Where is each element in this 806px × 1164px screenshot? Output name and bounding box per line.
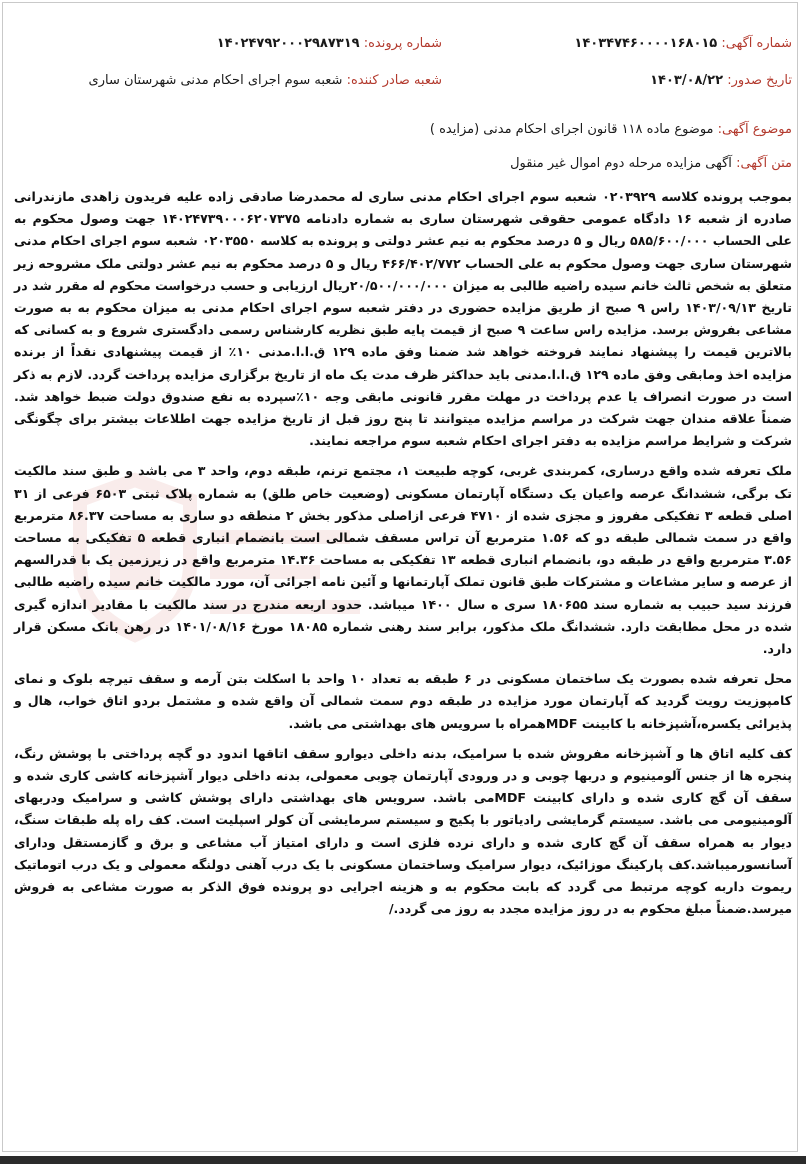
notice-number: ۱۴۰۳۴۷۴۶۰۰۰۰۱۶۸۰۱۵ <box>574 36 718 51</box>
notice-number-label: شماره آگهی: <box>721 36 792 51</box>
case-number-label: شماره پرونده: <box>363 36 442 51</box>
paragraph-building-description: محل تعرفه شده بصورت یک ساختمان مسکونی در ۶ طبقه به تعداد ۱۰ واحد با اسکلت بتن آرمه و سقف تیرچه بلوک و نمای کامپوزیت رویت گردید که آپارتمان مورد مزایده در طبقه دوم سمت شمالی آن واقع شده و مشتمل بردو اتاق خواب، هال و پذیرائی یکسره،آشپزخانه با کابینت MDFهمراه با سرویس های بهداشتی می باشد. <box>14 671 793 731</box>
case-number: ۱۴۰۲۴۷۹۲۰۰۰۲۹۸۷۳۱۹ <box>216 36 360 51</box>
subject: موضوع ماده ۱۱۸ قانون اجرای احکام مدنی (مزایده ) <box>429 122 714 137</box>
issuing-branch: شعبه سوم اجرای احکام مدنی شهرستان ساری <box>88 73 343 88</box>
issue-date: ۱۴۰۳/۰۸/۲۲ <box>650 73 724 88</box>
issuing-branch-label: شعبه صادر کننده: <box>346 73 442 88</box>
issuing-branch-row <box>89 73 442 88</box>
notice-title-row <box>510 156 792 171</box>
notice-title: آگهی مزایده مرحله دوم اموال غیر منقول <box>510 156 732 171</box>
subject-row <box>430 122 792 137</box>
paragraph-auction-terms: بموجب پرونده کلاسه ۰۲۰۳۹۲۹ شعبه سوم اجرای احکام مدنی ساری له محمدرضا صادقی زاده علیه فریدون زاهدی مازندرانی صادره از شعبه ۱۶ دادگاه عمومی حقوقی شهرستان ساری به شماره دادنامه ۱۴۰۲۴۷۳۹۰۰۰۶۲۰۷۳۷۵ جهت وصول محکوم به علی الحساب ۵۸۵/۶۰۰/۰۰۰ ریال و ۵ درصد محکوم به نیم عشر دولتی و پرونده به کلاسه ۰۲۰۳۵۵۰ شعبه سوم اجرای احکام مدنی شهرستان ساری جهت وصول محکوم به علی الحساب ۴۶۶/۴۰۲/۷۷۲ ریال و ۵ درصد محکوم به نیم عشر دولتی ملک مشروحه زیر متعلق به شخص ثالث خانم سیده راضیه طالبی به میزان ۲۰/۵۰۰/۰۰۰/۰۰۰ریال ارزیابی و حسب درخواست محکوم له مقرر شد در تاریخ ۱۴۰۳/۰۹/۱۳ راس ۹ صبح از طریق مزایده حضوری در دفتر شعبه سوم اجرای احکام مدنی به میزان محکوم به به صورت مشاعی بفروش برسد. مزایده راس ساعت ۹ صبح از قیمت پایه طبق نظریه کارشناس رسمی دادگستری شروع و به کسانی که بالاترین قیمت را پیشنهاد نمایند فروخته خواهد شد ضمنا وفق ماده ۱۲۹ ق.ا.ا.مدنی ۱۰٪ از قیمت پیشنهادی نقداً از برنده مزایده اخذ ومابقی وفق ماده ۱۲۹ ق.ا.ا.مدنی باید حداکثر ظرف مدت یک ماه از تاریخ برگزاری مزایده پرداخت گردد. لازم به ذکر است در صورت انصراف یا عدم پرداخت در مهلت مقرر قانونی مابقی وجه ۱۰٪سپرده به نفع صندوق دولت ضبط خواهد شد. ضمناً علاقه مندان جهت شرکت در مراسم مزایده میتوانند تا پنج روز قبل از تاریخ مزایده جهت اطلاعات بیشتر برای چگونگی شرکت و شرایط مراسم مزایده به دفتر اجرای احکام شعبه سوم مراجعه نمایند. <box>13 189 793 449</box>
notice-text-label: متن آگهی: <box>736 156 792 171</box>
paragraph-finishes: کف کلیه اتاق ها و آشپزخانه مفروش شده با سرامیک، بدنه داخلی دیوارو سقف اتاقها اندود دو گچه پرداختی با پوشش رنگ، پنجره ها از جنس آلومینیوم و دربها چوبی و در ورودی آپارتمان چوبی معمولی، بدنه داخلی دیوار آشپزخانه کاشی کاری شده و سقف آن گچ کاری شده و دارای کابینت MDFمی باشد. سرویس های بهداشتی دارای پوشش کاشی و سرامیک ودربهای آلومینیومی می باشد. سیستم گرمایشی رادیاتور با پکیج و سیستم سرمایشی آن کولر اسپلیت است. کف راه پله طبقات سنگ، دیوار به همراه سقف آن گچ کاری شده و دارای نرده فلزی است و دارای امتیاز آب مشاعی و برق و گازمستقل ودارای آسانسورمیباشد.کف پارکینگ موزائیک، دیوار سرامیک وساختمان مسکونی با یک درب آهنی دولنگه معمولی و یک درب اتوماتیک ریموت داربه کوچه مرتبط می گردد که بابت محکوم به و هزینه اجرایی دو پرونده فوق الذکر به صورت مشاعی به فروش میرسد.ضمناً مبلغ محکوم به در روز مزایده مجدد به روز می گردد./ <box>14 745 792 917</box>
subject-label: موضوع آگهی: <box>717 122 792 137</box>
bottom-bar <box>0 1156 806 1164</box>
paragraph-property-title: ملک تعرفه شده واقع درساری، کمربندی غربی، کوچه طبیعت ۱، مجتمع ترنم، طبقه دوم، واحد ۳ می باشد و طبق سند مالکیت تک برگی، ششدانگ عرصه واعیان یک دستگاه آپارتمان مسکونی (وضعیت خاص طلق) به شماره پلاک ثبتی ۶۵۰۳ فرعی از ۳۱ اصلی قطعه ۳ تفکیکی مفروز و مجزی شده از ۴۷۱۰ فرعی ازاصلی مذکور بخش ۲ منطقه دو ساری به مساحت ۸۶.۳۷ مترمربع واقع در سمت شمالی طبقه دو که ۱.۵۶ مترمربع آن تراس مسقف شمالی است بانضمام انباری قطعه ۵ تفکیکی به مساحت ۳.۵۶ مترمربع واقع در طبقه دو، بانضمام انباری قطعه ۱۳ تفکیکی به مساحت ۱۴.۳۶ مترمربع واقع در زیرزمین یک با قدرالسهم از عرصه و سایر مشاعات و مشترکات طبق قانون تملک آپارتمانها و آئین نامه اجرائی آن، مورد مالکیت خانم سیده راضیه طالبی فرزند سید حبیب به شماره سند ۱۸۰۶۵۵ سری ه سال ۱۴۰۰ میباشد. حدود اربعه مندرج در سند مالکیت با مقادیر اندازه گیری شده در محل مطابقت دارد. ششدانگ ملک مذکور، برابر سند رهنی شماره ۱۸۰۸۵ مورخ ۱۴۰۱/۰۸/۱۶ در رهن بانک مسکن قرار دارد. <box>14 463 793 657</box>
case-number-row <box>217 36 442 51</box>
notice-number-row <box>574 36 792 51</box>
issue-date-row <box>650 73 792 88</box>
issue-date-label: تاریخ صدور: <box>727 73 792 88</box>
notice-body <box>14 186 792 929</box>
